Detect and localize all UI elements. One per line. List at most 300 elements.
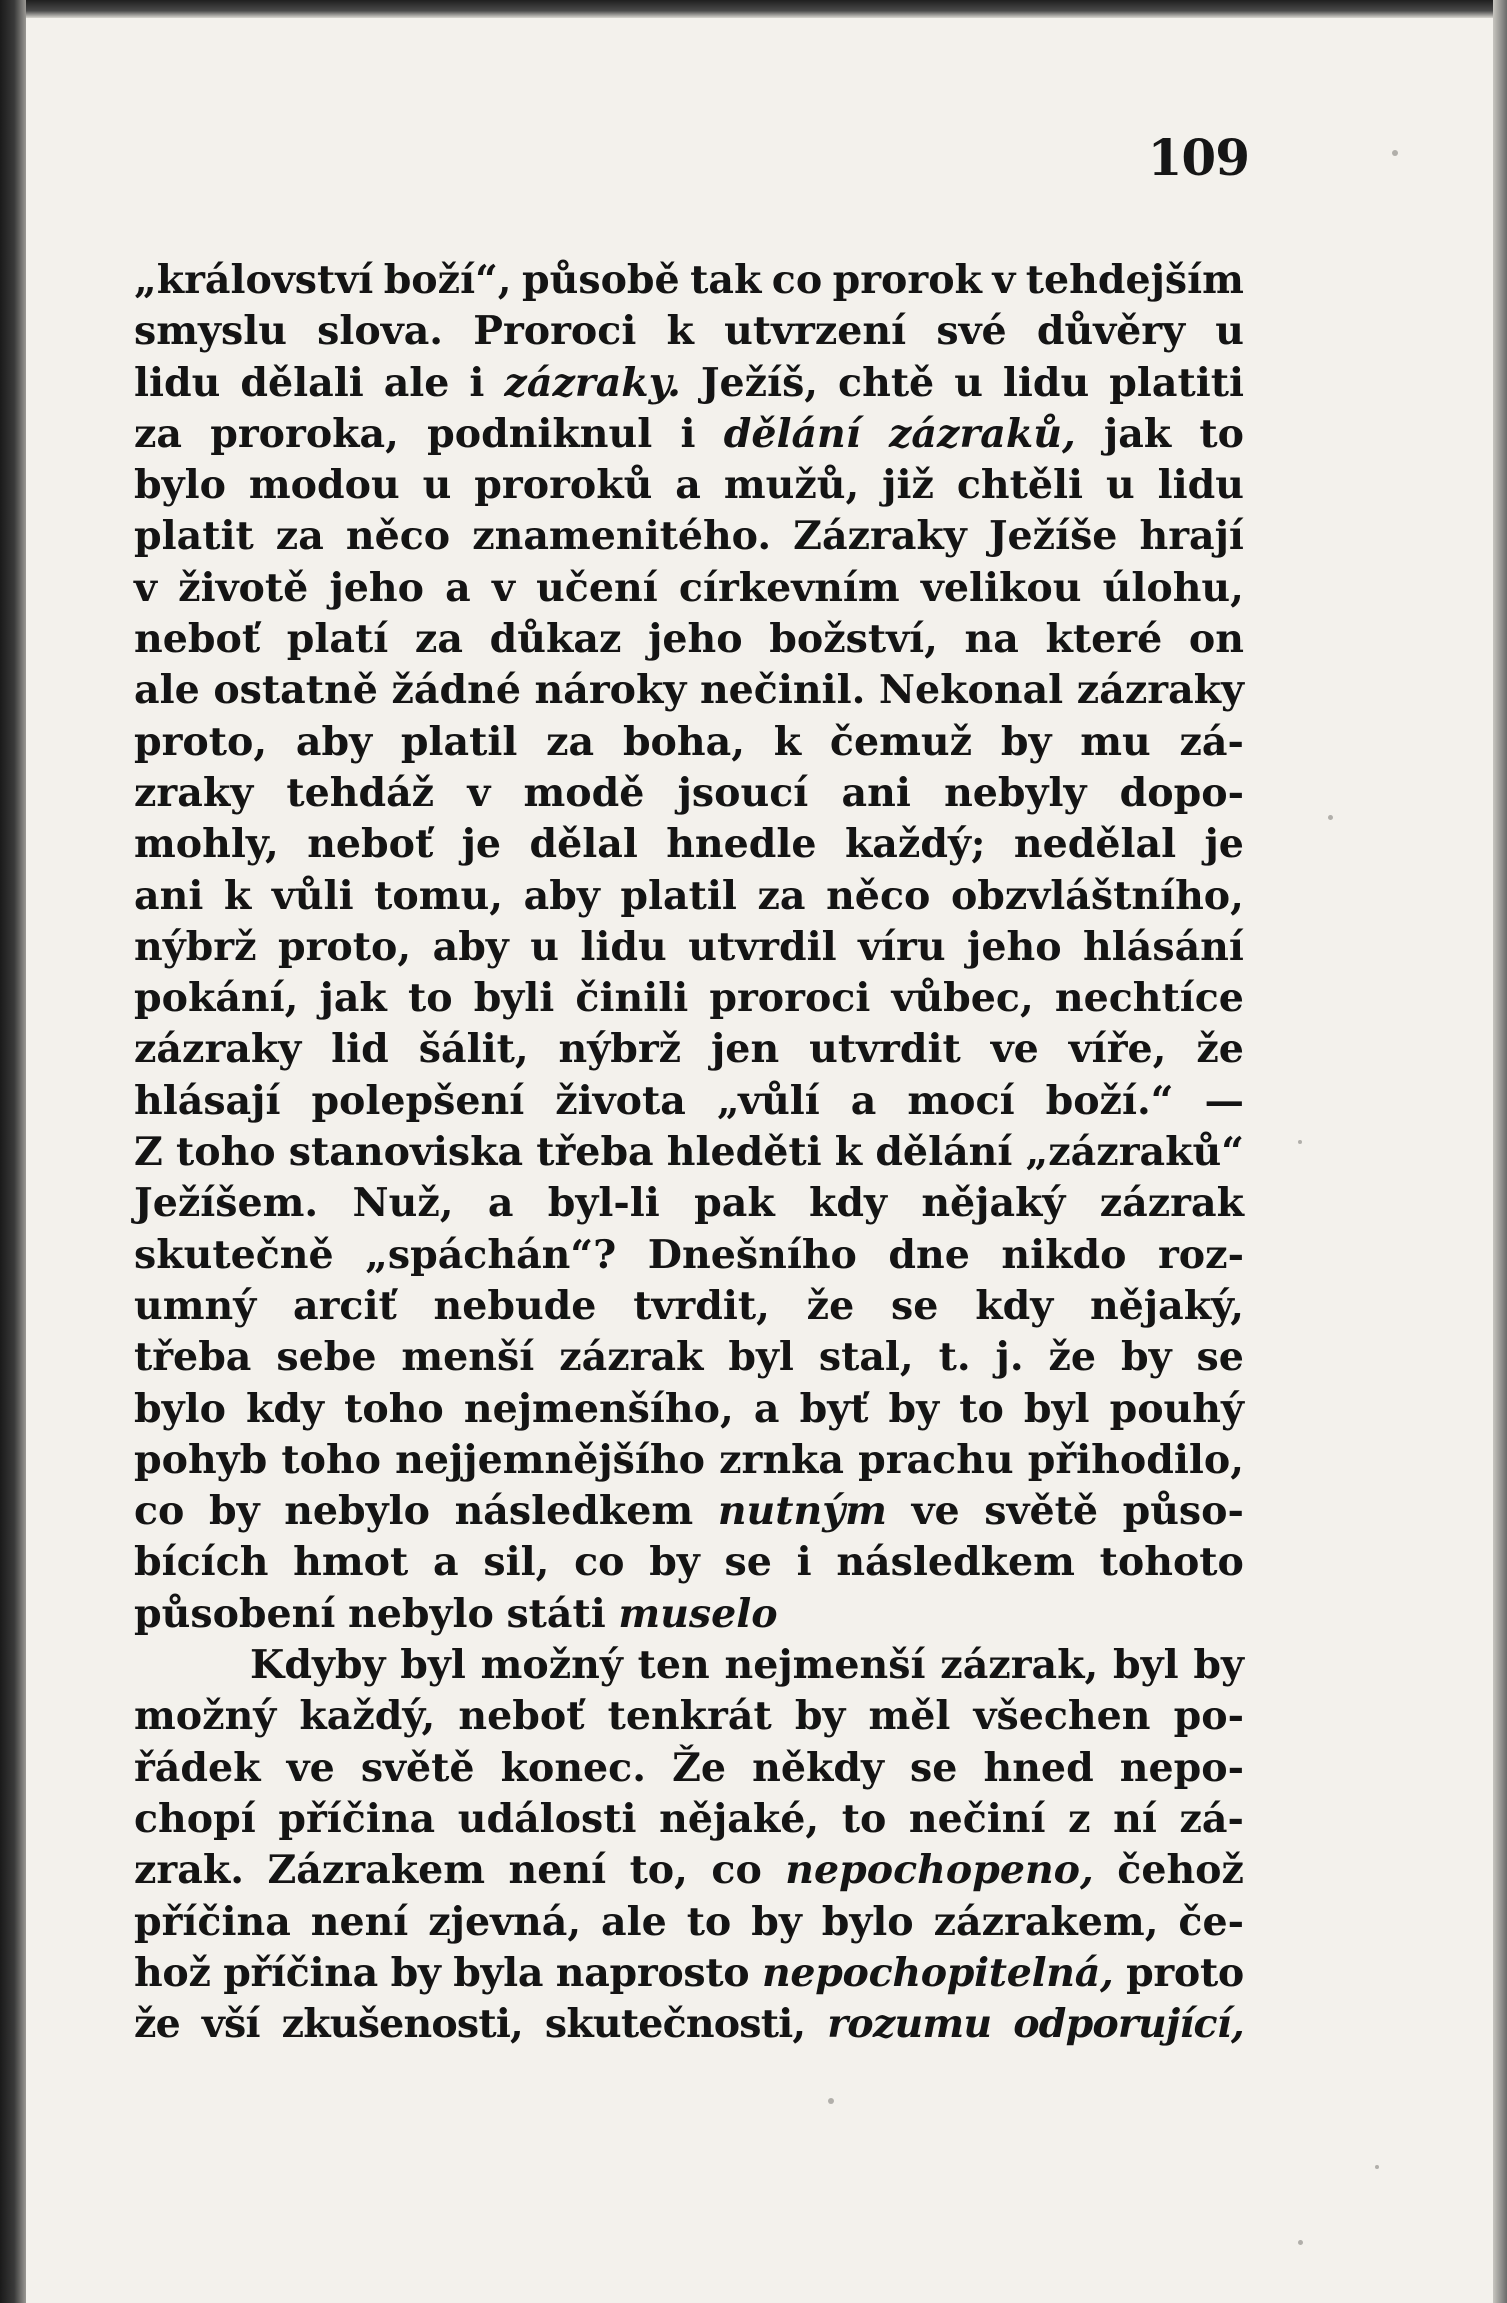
text-line: [134, 614, 1244, 665]
italic-word: nepochopitelná,: [761, 1949, 1114, 1996]
word: života: [555, 1077, 686, 1124]
text-line: [134, 768, 1244, 819]
word: víru: [858, 923, 946, 970]
word: se: [724, 1539, 772, 1586]
word: velikou: [920, 564, 1082, 611]
word: nebylo: [284, 1488, 430, 1535]
word: roz-: [1157, 1231, 1244, 1278]
word: to: [841, 1795, 887, 1842]
text-line: [134, 871, 1244, 922]
word: jen: [711, 1026, 780, 1073]
word: če-: [1178, 1898, 1244, 1945]
word: mocí: [907, 1077, 1015, 1124]
word: za: [546, 718, 595, 765]
word: arciť: [292, 1282, 397, 1329]
word: podniknul: [427, 410, 653, 457]
word: skutečnosti,: [544, 2001, 806, 2048]
word: kdy: [975, 1282, 1054, 1329]
word: polepšení: [311, 1077, 525, 1124]
word: k: [666, 308, 694, 355]
word: světě: [360, 1744, 475, 1791]
word: zrak.: [134, 1847, 244, 1894]
word: Nekonal: [878, 667, 1064, 714]
word: v: [491, 564, 515, 611]
word: zázrak: [1099, 1180, 1244, 1227]
word: ale: [134, 667, 200, 714]
word: pohyb: [134, 1436, 268, 1483]
word: za: [275, 513, 324, 560]
word: to: [959, 1385, 1004, 1432]
word: chtě: [838, 359, 935, 406]
text-line: [134, 1076, 1244, 1127]
word: že: [134, 2001, 180, 2048]
word: zázraky: [134, 1026, 302, 1073]
word: pouhý: [1109, 1385, 1244, 1432]
text-line: [134, 1178, 1244, 1229]
italic-word: zázraků,: [889, 410, 1076, 457]
word: a: [487, 1180, 514, 1227]
text-line: [134, 255, 1244, 306]
word: nechtíce: [1054, 975, 1244, 1022]
word: příčina: [278, 1795, 436, 1842]
word: kdy: [246, 1385, 324, 1432]
word: z: [1068, 1795, 1091, 1842]
word: zraky: [134, 769, 254, 816]
word: v: [467, 769, 491, 816]
word: mohly,: [134, 821, 279, 868]
word: to: [686, 1898, 732, 1945]
word: toho: [175, 1129, 276, 1176]
word: možný: [480, 1642, 623, 1689]
word: slova.: [317, 308, 444, 355]
word: byť: [799, 1385, 869, 1432]
word: příčina: [223, 1949, 378, 1996]
word: neboť: [134, 616, 261, 663]
word: zkušenosti,: [281, 2001, 523, 2048]
word: u: [530, 923, 559, 970]
word: utvrzení: [724, 308, 907, 355]
text-line: [134, 665, 1244, 716]
word: se: [1196, 1334, 1244, 1381]
word: znamenitého.: [472, 513, 772, 560]
word: nebyly: [944, 769, 1087, 816]
word: „království: [134, 257, 374, 303]
scan-speck: [1298, 2240, 1303, 2245]
word: ani: [841, 769, 911, 816]
word: prorok: [832, 257, 982, 303]
word: třeba: [536, 1129, 654, 1176]
word: i: [469, 359, 485, 406]
italic-word: rozumu: [827, 2001, 992, 2048]
word: „spáchán“?: [365, 1231, 617, 1278]
word: byli: [473, 975, 555, 1022]
word: přihodilo,: [1027, 1436, 1244, 1483]
word: pokání,: [134, 975, 299, 1022]
text-line: [134, 1486, 1244, 1537]
word: ale: [383, 359, 450, 406]
word: sebe: [276, 1334, 377, 1381]
word: které: [1045, 616, 1163, 663]
word: důvěry: [1036, 308, 1186, 355]
text-line: [134, 1691, 1244, 1742]
word: zázraky: [1076, 667, 1244, 714]
word: nejmenšího,: [463, 1385, 734, 1432]
word: ve: [990, 1026, 1039, 1073]
word: ve: [286, 1744, 335, 1791]
word: utvrdil: [688, 923, 837, 970]
word: hlásají: [134, 1077, 281, 1124]
word: „vůlí: [716, 1077, 820, 1124]
word: co: [711, 1847, 762, 1894]
word: pak: [694, 1180, 775, 1227]
italic-word: muselo: [618, 1590, 778, 1637]
word: on: [1188, 616, 1244, 663]
word: toho: [344, 1385, 444, 1432]
word: zázrakem,: [933, 1898, 1159, 1945]
word: nebylo: [348, 1590, 494, 1637]
word: zjevná,: [428, 1898, 582, 1945]
italic-word: nutným: [717, 1488, 887, 1535]
word: Ježíšem.: [134, 1180, 319, 1227]
scan-speck: [1392, 150, 1398, 156]
word: i: [680, 410, 696, 457]
word: bylo: [134, 462, 226, 509]
word: církevním: [678, 564, 900, 611]
word: státi: [506, 1590, 606, 1637]
italic-word: nepochopeno,: [785, 1847, 1094, 1894]
word: hmot: [293, 1539, 409, 1586]
word: boha,: [622, 718, 745, 765]
word: nýbrž: [558, 1026, 682, 1073]
word: že: [806, 1282, 855, 1329]
word: by: [390, 1949, 441, 1996]
word: aby: [432, 923, 509, 970]
text-line: [134, 819, 1244, 870]
word: byl: [400, 1642, 466, 1689]
word: smyslu: [134, 308, 287, 355]
word: aby: [295, 718, 373, 765]
text-line: [134, 1845, 1244, 1896]
word: utvrdit: [809, 1026, 961, 1073]
word: stal,: [818, 1334, 914, 1381]
word: by: [1193, 1642, 1244, 1689]
word: —: [1204, 1077, 1244, 1124]
word: každý,: [299, 1693, 436, 1740]
text-line: [134, 1948, 1244, 1999]
word: zá-: [1179, 1795, 1244, 1842]
word: na: [964, 616, 1019, 663]
word: jeho: [329, 564, 424, 611]
text-line: [134, 1281, 1244, 1332]
text-line: [134, 1024, 1244, 1075]
word: hrají: [1139, 513, 1244, 560]
word: chopí: [134, 1795, 256, 1842]
word: naprosto: [555, 1949, 750, 1996]
word: bylo: [821, 1898, 914, 1945]
text-line: [134, 1332, 1244, 1383]
word: nečiní: [908, 1795, 1046, 1842]
word: k: [834, 1129, 863, 1176]
word: hož: [134, 1949, 211, 1996]
word: skutečně: [134, 1231, 334, 1278]
word: Zázrakem: [267, 1847, 486, 1894]
text-line: [134, 563, 1244, 614]
word: proto: [1126, 1949, 1244, 1996]
word: zrnka: [719, 1436, 845, 1483]
word: ani: [134, 872, 204, 919]
word: své: [936, 308, 1007, 355]
italic-word: odporující,: [1013, 2001, 1244, 2048]
word: v: [992, 257, 1016, 303]
word: všechen: [973, 1693, 1151, 1740]
word: chtěli: [956, 462, 1084, 509]
scan-edge-left: [0, 0, 26, 2303]
word: příčina: [134, 1898, 291, 1945]
word: to: [407, 975, 453, 1022]
word: platit: [134, 513, 254, 560]
word: neboť: [458, 1693, 585, 1740]
word: bylo: [134, 1385, 226, 1432]
word: důkaz: [489, 616, 622, 663]
word: tomu,: [374, 872, 504, 919]
text-line: [134, 1384, 1244, 1435]
word: nároky: [534, 667, 687, 714]
text-line: [134, 1537, 1244, 1588]
word: někdy: [752, 1744, 884, 1791]
word: toho: [281, 1436, 382, 1483]
word: co: [134, 1488, 185, 1535]
word: tak: [690, 257, 762, 303]
word: Ježíš,: [700, 359, 819, 406]
word: tehdáž: [286, 769, 435, 816]
word: božství,: [769, 616, 938, 663]
word: proto,: [134, 718, 268, 765]
word: lidu: [1157, 462, 1244, 509]
word: co: [574, 1539, 625, 1586]
text-line: [134, 1794, 1244, 1845]
word: víře,: [1068, 1026, 1167, 1073]
word: hlásání: [1083, 923, 1244, 970]
word: proto,: [278, 923, 412, 970]
word: v: [134, 564, 157, 611]
word: a: [753, 1385, 780, 1432]
text-line: [134, 973, 1244, 1024]
word: Zázraky: [793, 513, 967, 560]
word: čemuž: [829, 718, 973, 765]
word: po-: [1173, 1693, 1244, 1740]
text-line: [134, 922, 1244, 973]
word: nýbrž: [134, 923, 257, 970]
word: zázrak,: [940, 1642, 1099, 1689]
word: tehdejším: [1025, 257, 1244, 303]
word: modě: [523, 769, 645, 816]
text-line: [134, 1435, 1244, 1486]
word: by: [649, 1539, 700, 1586]
word: každý;: [844, 821, 986, 868]
word: nějaký,: [1089, 1282, 1244, 1329]
scan-edge-top: [0, 0, 1507, 18]
text-line: [134, 1640, 1244, 1691]
word: platil: [400, 718, 518, 765]
text-line: [134, 409, 1244, 460]
word: zázrak: [559, 1334, 704, 1381]
word: životě: [178, 564, 309, 611]
word: nikdo: [1001, 1231, 1127, 1278]
text-line: [134, 1127, 1244, 1178]
word: čehož: [1117, 1847, 1244, 1894]
italic-word: zázraky.: [504, 359, 681, 406]
text-line: [134, 1743, 1244, 1794]
word: bících: [134, 1539, 269, 1586]
word: mužů,: [723, 462, 860, 509]
word: u: [954, 359, 983, 406]
word: působě: [522, 257, 680, 303]
word: umný: [134, 1282, 257, 1329]
word: dělání: [875, 1129, 1013, 1176]
word: Nuž,: [352, 1180, 454, 1227]
word: by: [1000, 718, 1052, 765]
word: dopo-: [1119, 769, 1244, 816]
word: by: [1120, 1334, 1172, 1381]
word: „zázraků“: [1025, 1129, 1244, 1176]
word: již: [882, 462, 934, 509]
word: světě: [984, 1488, 1098, 1535]
scan-edge-right: [1493, 0, 1507, 2303]
word: konec.: [500, 1744, 646, 1791]
word: proroka,: [210, 410, 399, 457]
word: vůbec,: [891, 975, 1034, 1022]
word: byl: [728, 1334, 794, 1381]
word: k: [223, 872, 252, 919]
word: lidu: [1002, 359, 1090, 406]
word: u: [1215, 308, 1244, 355]
word: za: [757, 872, 806, 919]
word: stanoviska: [288, 1129, 524, 1176]
word: ostatně: [213, 667, 378, 714]
word: t.: [938, 1334, 971, 1381]
word: tvrdit,: [633, 1282, 770, 1329]
word: něco: [826, 872, 931, 919]
word: platil: [620, 872, 737, 919]
word: jeho: [648, 616, 743, 663]
word: hleděti: [666, 1129, 822, 1176]
word: něco: [345, 513, 451, 560]
word: působení: [134, 1590, 336, 1637]
word: byla: [453, 1949, 544, 1996]
word: učení: [536, 564, 658, 611]
word: byl-li: [547, 1180, 660, 1227]
word: za: [134, 410, 183, 457]
word: co: [771, 257, 823, 303]
word: půso-: [1122, 1488, 1244, 1535]
page-number: 109: [1147, 128, 1249, 187]
scan-speck: [1298, 1140, 1302, 1144]
word: zá-: [1179, 718, 1244, 765]
word: modou: [248, 462, 400, 509]
word: boží“,: [383, 257, 512, 303]
word: vůli: [271, 872, 354, 919]
scan-speck: [1328, 815, 1333, 820]
scan-speck: [828, 2098, 834, 2104]
word: třeba: [134, 1334, 252, 1381]
word: byl: [1023, 1385, 1090, 1432]
word: dělal: [529, 821, 638, 868]
word: Ježíše: [988, 513, 1118, 560]
word: to,: [629, 1847, 688, 1894]
word: šálit,: [418, 1026, 529, 1073]
word: dělali: [240, 359, 364, 406]
word: Dnešního: [647, 1231, 857, 1278]
word: že: [1048, 1334, 1097, 1381]
text-line: [134, 358, 1244, 409]
word: lid: [331, 1026, 389, 1073]
word: nejjemnějšího: [395, 1436, 705, 1483]
word: a: [850, 1077, 877, 1124]
word: jak: [1103, 410, 1172, 457]
text-line: [134, 1897, 1244, 1948]
word: nebude: [433, 1282, 597, 1329]
word: Z: [134, 1129, 163, 1176]
italic-word: dělání: [723, 410, 861, 457]
word: dne: [888, 1231, 970, 1278]
word: obzvláštního,: [950, 872, 1244, 919]
word: řádek: [134, 1744, 261, 1791]
word: j.: [995, 1334, 1024, 1381]
word: vší: [201, 2001, 260, 2048]
text-line: [134, 511, 1244, 562]
word: proroci: [709, 975, 871, 1022]
word: za: [414, 616, 463, 663]
word: mu: [1080, 718, 1151, 765]
word: byl: [1113, 1642, 1179, 1689]
word: k: [773, 718, 802, 765]
word: kdy: [809, 1180, 887, 1227]
text-line: [134, 1230, 1244, 1281]
word: hnedle: [666, 821, 817, 868]
word: je: [461, 821, 502, 868]
text-line: [134, 717, 1244, 768]
text-line: [134, 1999, 1244, 2050]
word: tohoto: [1099, 1539, 1244, 1586]
word: lidu: [134, 359, 221, 406]
word: nějaký: [921, 1180, 1066, 1227]
word: žádné: [391, 667, 521, 714]
text-line: [134, 1589, 1244, 1640]
word: se: [910, 1744, 958, 1791]
text-line: [134, 306, 1244, 357]
word: činili: [575, 975, 689, 1022]
scan-speck: [1375, 2165, 1379, 2169]
word: neboť: [307, 821, 434, 868]
word: platiti: [1109, 359, 1244, 406]
word: ní: [1113, 1795, 1157, 1842]
word: ve: [911, 1488, 960, 1535]
text-line: [134, 460, 1244, 511]
word: nečinil.: [699, 667, 866, 714]
word: nějaké,: [659, 1795, 820, 1842]
word: hned: [983, 1744, 1094, 1791]
word: lidu: [580, 923, 667, 970]
word: aby: [523, 872, 600, 919]
word: a: [433, 1539, 459, 1586]
word: a: [675, 462, 701, 509]
word: platí: [286, 616, 389, 663]
word: proroků: [474, 462, 653, 509]
word: nepo-: [1119, 1744, 1244, 1791]
word: možný: [134, 1693, 277, 1740]
word: měl: [868, 1693, 951, 1740]
word: jeho: [967, 923, 1062, 970]
